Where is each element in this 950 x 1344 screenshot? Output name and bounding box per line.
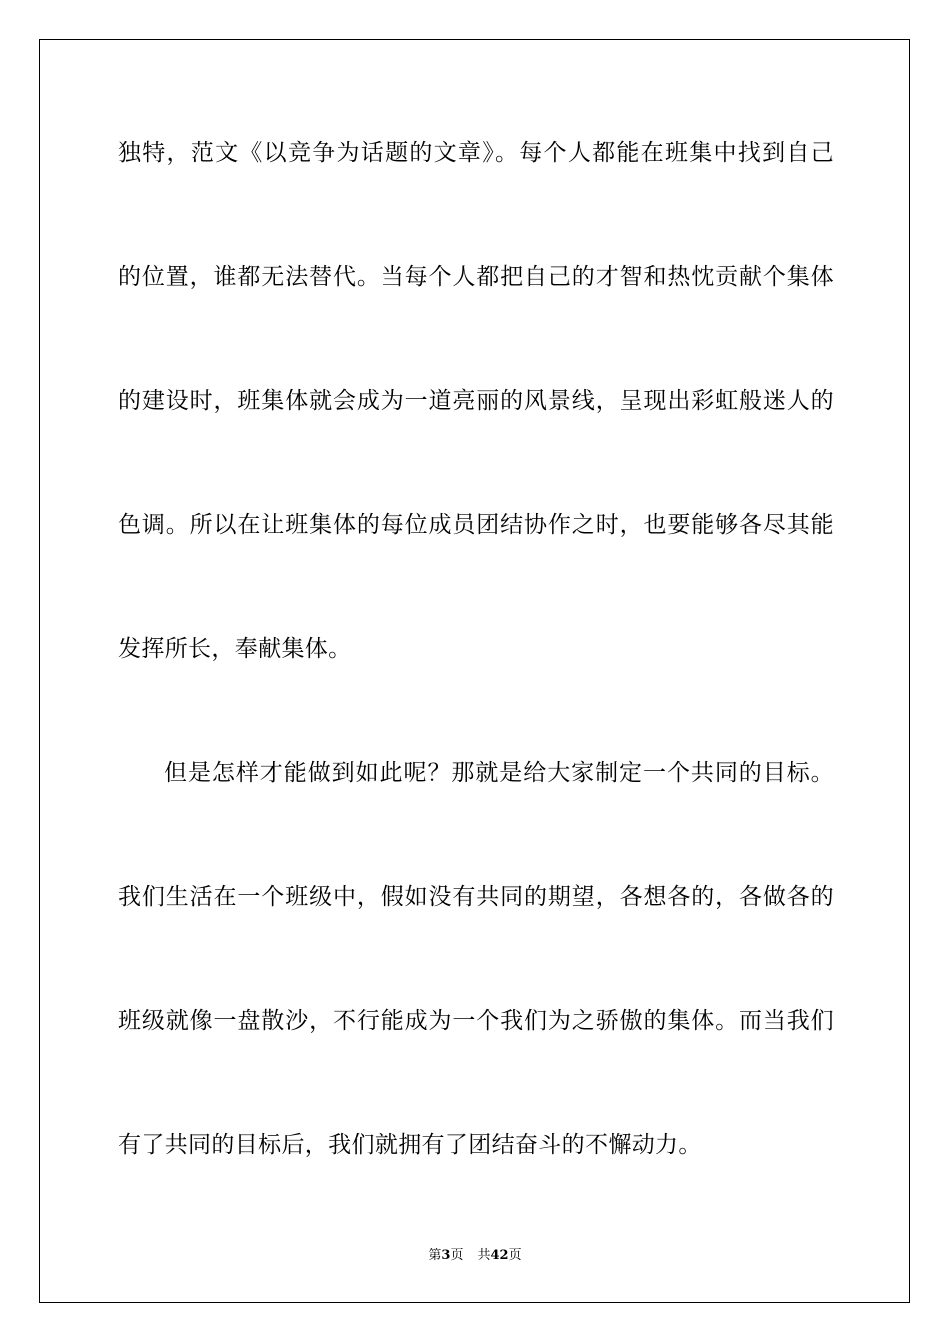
paragraph-line-1: 独特，范文《以竞争为话题的文章》。每个人都能在班集中找到自己 [118, 140, 834, 166]
paragraph-line-6: 但是怎样才能做到如此呢？那就是给大家制定一个共同的目标。 [164, 760, 834, 786]
page-border [39, 39, 910, 1303]
paragraph-line-8: 班级就像一盘散沙，不行能成为一个我们为之骄傲的集体。而当我们 [118, 1008, 834, 1034]
paragraph-line-5: 发挥所长，奉献集体。 [118, 636, 352, 662]
paragraph-line-9: 有了共同的目标后，我们就拥有了团结奋斗的不懈动力。 [118, 1132, 702, 1158]
page-prefix: 第 [428, 1248, 442, 1263]
page-footer [0, 1248, 950, 1264]
page-suffix: 页 [450, 1248, 464, 1263]
total-prefix: 共 [477, 1248, 491, 1263]
paragraph-line-2: 的位置，谁都无法替代。当每个人都把自己的才智和热忱贡献个集体 [118, 264, 834, 290]
total-pages: 42 [490, 1248, 509, 1263]
paragraph-line-7: 我们生活在一个班级中，假如没有共同的期望，各想各的，各做各的 [118, 884, 834, 910]
total-suffix: 页 [508, 1248, 522, 1263]
paragraph-line-4: 色调。所以在让班集体的每位成员团结协作之时，也要能够各尽其能 [118, 512, 834, 538]
page-number: 3 [441, 1248, 451, 1263]
paragraph-line-3: 的建设时，班集体就会成为一道亮丽的风景线，呈现出彩虹般迷人的 [118, 388, 834, 414]
